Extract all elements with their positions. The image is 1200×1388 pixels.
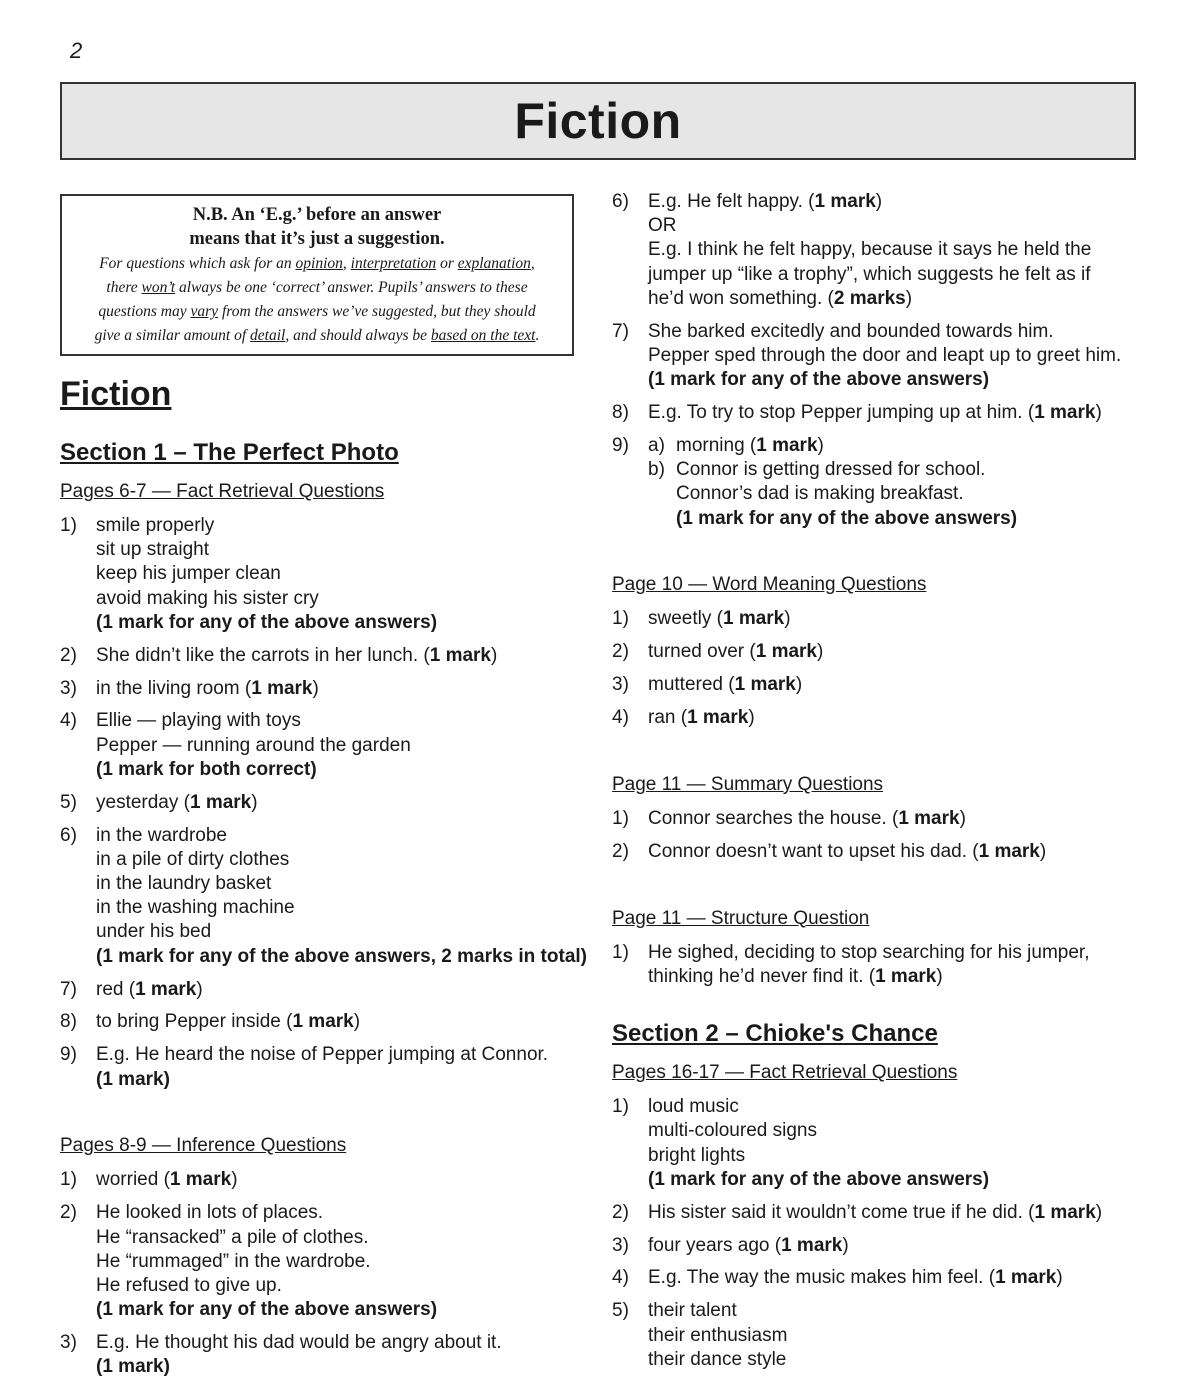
answer-line: morning (1 mark) — [676, 434, 824, 456]
answer-line: He “rummaged” in the wardrobe. — [96, 1250, 371, 1272]
note-box — [60, 194, 574, 356]
answer-line: in the living room (1 mark) — [96, 677, 319, 699]
answer-line: he’d won something. (2 marks) — [648, 287, 913, 309]
question-number: 3) — [612, 674, 629, 696]
answer-line: to bring Pepper inside (1 mark) — [96, 1011, 361, 1033]
sub-answer — [648, 434, 1152, 458]
answer-line: avoid making his sister cry — [96, 587, 319, 609]
answer-item — [60, 978, 580, 1002]
answer-item — [612, 706, 1152, 730]
answer-line: red (1 mark) — [96, 978, 203, 1000]
note-body-line: questions may vary from the answers we’ve suggested, but they should — [98, 303, 536, 320]
answer-line: She barked excitedly and bounded towards him. — [648, 320, 1054, 342]
question-number: 3) — [60, 1332, 77, 1354]
answer-item — [60, 709, 580, 782]
answer-line: E.g. I think he felt happy, because it says he held the — [648, 239, 1092, 261]
answer-line: Ellie — playing with toys — [96, 710, 301, 732]
answer-line: yesterday (1 mark) — [96, 791, 258, 813]
answer-line: in the washing machine — [96, 897, 295, 919]
answer-item — [60, 1331, 580, 1379]
sub-label: a) — [648, 434, 665, 456]
answer-line: Connor searches the house. (1 mark) — [648, 807, 966, 829]
question-number: 2) — [612, 641, 629, 663]
answer-line: sit up straight — [96, 539, 209, 561]
subsection-heading: Pages 16-17 — Fact Retrieval Questions — [612, 1062, 958, 1084]
answer-item — [60, 1168, 580, 1192]
note-heading-line: means that it’s just a suggestion. — [189, 229, 445, 249]
subsection-heading: Page 11 — Summary Questions — [612, 773, 884, 795]
subsection-heading: Pages 6-7 — Fact Retrieval Questions — [60, 481, 385, 502]
subsection-heading: Pages 8-9 — Inference Questions — [60, 1135, 347, 1157]
question-number: 4) — [60, 710, 77, 732]
answer-item — [60, 644, 580, 668]
note-body-line: For questions which ask for an opinion, interpretation or explanation, — [99, 255, 535, 272]
answer-item — [60, 791, 580, 815]
answer-line: E.g. He heard the noise of Pepper jumping at Connor. — [96, 1044, 549, 1066]
mark-note: (1 mark) — [96, 1356, 170, 1378]
mark-note: (1 mark for any of the above answers) — [648, 1168, 990, 1190]
answer-item — [612, 673, 1152, 697]
sub-answer — [648, 458, 1152, 531]
answer-line: muttered (1 mark) — [648, 674, 803, 696]
answer-line: E.g. He thought his dad would be angry about it. — [96, 1332, 502, 1354]
answer-item — [60, 514, 580, 635]
answer-line: turned over (1 mark) — [648, 641, 824, 663]
answer-line: He sighed, deciding to stop searching for his jumper, — [648, 941, 1090, 963]
answer-item — [60, 1201, 580, 1322]
note-body-line: give a similar amount of detail, and should always be based on the text. — [94, 327, 540, 344]
page-number: 2 — [70, 38, 83, 63]
answer-item — [612, 320, 1152, 393]
note-body-line: there won’t always be one ‘correct’ answer. Pupils’ answers to these — [106, 279, 528, 296]
question-number: 2) — [612, 840, 629, 862]
section-1-heading: Section 1 – The Perfect Photo — [60, 439, 399, 466]
answer-line: in the wardrobe — [96, 824, 227, 846]
answer-item — [60, 824, 587, 969]
answer-line: jumper up “like a trophy”, which suggests he felt as if — [648, 263, 1091, 285]
mark-note: (1 mark for any of the above answers) — [96, 611, 438, 633]
answer-item — [612, 1201, 1152, 1225]
answer-item — [612, 1299, 1152, 1372]
answer-line: Pepper sped through the door and leapt up to greet him. — [648, 344, 1122, 366]
answer-item — [612, 401, 1152, 425]
answer-line: OR — [648, 215, 677, 237]
answer-item — [612, 640, 1152, 664]
sub-label: b) — [648, 459, 665, 481]
answer-item — [612, 807, 1152, 831]
answer-line: in the laundry basket — [96, 873, 272, 895]
question-number: 7) — [60, 978, 77, 1000]
answer-line: ran (1 mark) — [648, 707, 755, 729]
note-heading — [68, 203, 566, 251]
question-number: 1) — [612, 608, 629, 630]
mark-note: (1 mark for both correct) — [96, 758, 317, 780]
left-column — [60, 194, 587, 1388]
answer-line: keep his jumper clean — [96, 563, 281, 585]
mark-note: (1 mark for any of the above answers) — [96, 1299, 438, 1321]
right-column — [612, 190, 1152, 1381]
mark-note: (1 mark for any of the above answers, 2 marks in total) — [96, 945, 587, 967]
subsection-heading: Page 11 — Structure Question — [612, 907, 870, 929]
question-number: 9) — [612, 434, 629, 456]
question-number: 1) — [612, 1096, 629, 1118]
question-number: 1) — [612, 807, 629, 829]
note-body — [68, 252, 566, 348]
mark-note: (1 mark) — [96, 1068, 170, 1090]
question-number: 5) — [60, 791, 77, 813]
answer-line: Pepper — running around the garden — [96, 734, 411, 756]
question-number: 1) — [60, 1169, 77, 1191]
question-number: 1) — [60, 515, 77, 536]
question-number: 9) — [60, 1044, 77, 1066]
answer-item — [612, 1095, 1152, 1192]
answer-item — [60, 1010, 580, 1034]
answer-item — [612, 434, 1152, 531]
answer-line: She didn’t like the carrots in her lunch. (1 mark) — [96, 644, 498, 666]
question-number: 1) — [612, 941, 629, 963]
answer-line: multi-coloured signs — [648, 1120, 817, 1142]
fiction-heading: Fiction — [60, 375, 172, 413]
question-number: 2) — [60, 644, 77, 666]
note-heading-line: N.B. An ‘E.g.’ before an answer — [192, 205, 442, 225]
subsection-heading: Page 10 — Word Meaning Questions — [612, 574, 927, 596]
question-number: 4) — [612, 707, 629, 729]
answer-item — [612, 607, 1152, 631]
question-number: 2) — [612, 1201, 629, 1223]
answer-line: four years ago (1 mark) — [648, 1234, 849, 1256]
answer-item — [60, 1043, 580, 1091]
answer-item — [612, 840, 1152, 864]
answer-line: in a pile of dirty clothes — [96, 848, 290, 870]
answer-line: their enthusiasm — [648, 1324, 788, 1346]
answer-line: their talent — [648, 1300, 737, 1322]
answer-line: His sister said it wouldn’t come true if he did. (1 mark) — [648, 1201, 1103, 1223]
question-number: 7) — [612, 320, 629, 342]
answer-line: He refused to give up. — [96, 1274, 282, 1296]
question-number: 6) — [60, 824, 77, 846]
answer-line: worried (1 mark) — [96, 1169, 238, 1191]
mark-note: (1 mark for any of the above answers) — [676, 507, 1018, 529]
title-banner — [60, 82, 1136, 160]
question-number: 8) — [60, 1011, 77, 1033]
question-number: 6) — [612, 191, 629, 212]
page-title: Fiction — [514, 93, 682, 149]
answer-item — [612, 1266, 1152, 1290]
answer-line: under his bed — [96, 921, 212, 943]
question-number: 3) — [612, 1234, 629, 1256]
question-number: 3) — [60, 677, 77, 699]
answer-line: loud music — [648, 1096, 739, 1118]
question-number: 2) — [60, 1202, 77, 1224]
answer-line: Connor is getting dressed for school. — [676, 459, 986, 481]
answer-line: E.g. To try to stop Pepper jumping up at him. (1 mark) — [648, 402, 1102, 423]
answer-item — [612, 941, 1152, 989]
question-number: 4) — [612, 1267, 629, 1289]
question-number: 5) — [612, 1300, 629, 1322]
answer-line: Connor’s dad is making breakfast. — [676, 483, 964, 505]
answer-line: He looked in lots of places. — [96, 1202, 324, 1224]
answer-line: Connor doesn’t want to upset his dad. (1 mark) — [648, 840, 1047, 862]
answer-line: smile properly — [96, 515, 215, 536]
answer-line: He “ransacked” a pile of clothes. — [96, 1226, 369, 1248]
answer-line: E.g. He felt happy. (1 mark) — [648, 191, 883, 212]
answer-item — [612, 190, 1152, 311]
answer-line: sweetly (1 mark) — [648, 608, 791, 630]
answer-line: thinking he’d never find it. (1 mark) — [648, 965, 943, 987]
mark-note: (1 mark for any of the above answers) — [648, 369, 990, 391]
answer-item — [60, 677, 580, 701]
answer-line: E.g. The way the music makes him feel. (1 mark) — [648, 1267, 1063, 1289]
section-2-heading: Section 2 – Chioke's Chance — [612, 1020, 938, 1048]
answer-line: their dance style — [648, 1348, 787, 1370]
question-number: 8) — [612, 402, 629, 423]
answer-item — [612, 1234, 1152, 1258]
answer-line: bright lights — [648, 1144, 746, 1166]
